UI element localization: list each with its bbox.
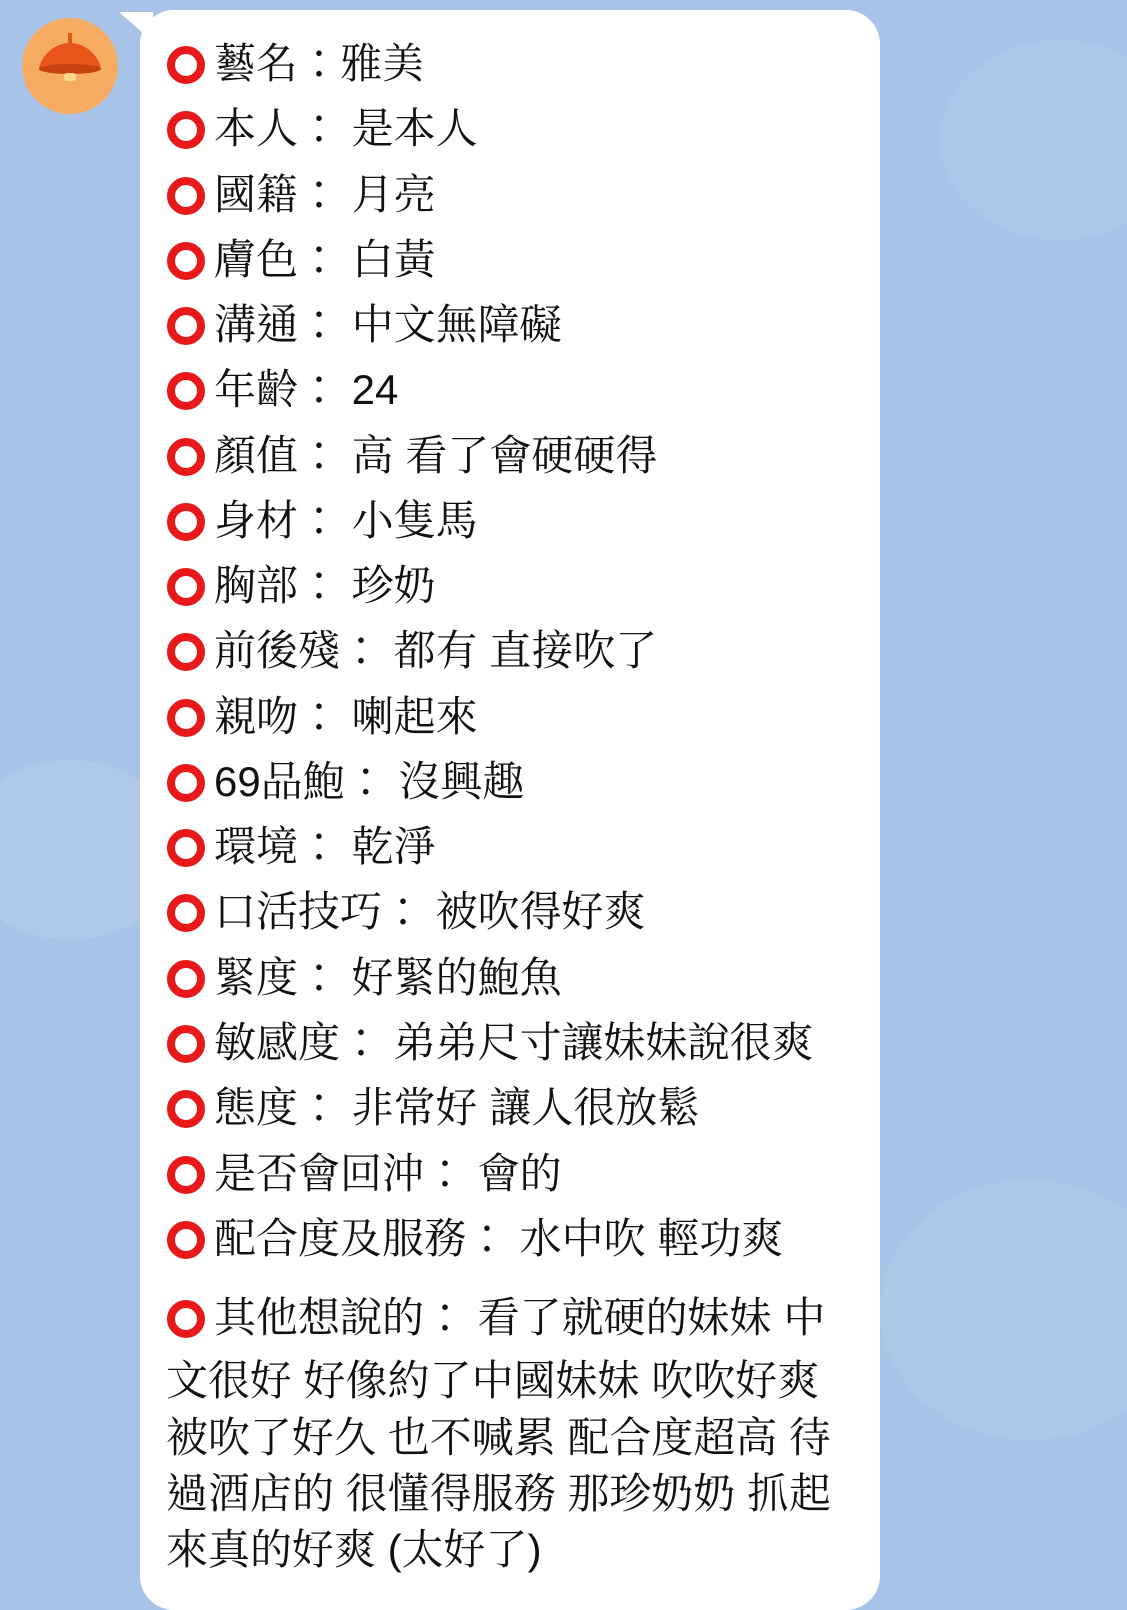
list-item-label: 顏值： 高 看了會硬硬得	[214, 431, 658, 479]
list-item-label: 配合度及服務： 水中吹 輕功爽	[214, 1214, 784, 1262]
lamp-icon	[31, 27, 109, 105]
red-circle-bullet-icon	[166, 108, 206, 164]
list-item	[166, 428, 854, 491]
red-circle-bullet-icon	[166, 435, 206, 491]
list-item-label: 前後殘： 都有 直接吹了	[214, 627, 658, 675]
list-item	[166, 754, 854, 817]
red-circle-bullet-icon	[166, 500, 206, 556]
list-item-label: 環境： 乾淨	[214, 823, 436, 871]
list-item-label: 口活技巧： 被吹得好爽	[214, 888, 646, 936]
list-item	[166, 1080, 854, 1143]
list-item	[166, 950, 854, 1013]
red-circle-bullet-icon	[166, 630, 206, 686]
list-item	[166, 558, 854, 621]
red-circle-bullet-icon	[166, 891, 206, 947]
list-item-label: 其他想說的： 看了就硬的妹妹 中文很好 好像約了中國妹妹 吹吹好爽 被吹了好久 也不喊累 配合度超高 待過酒店的 很懂得服務 那珍奶奶 抓起來真的好爽 (太好了)	[166, 1294, 832, 1574]
red-circle-bullet-icon	[166, 43, 206, 99]
list-item-label: 態度： 非常好 讓人很放鬆	[214, 1084, 700, 1132]
list-item-label: 本人： 是本人	[214, 105, 478, 153]
list-item-label: 69品鮑： 沒興趣	[214, 757, 525, 805]
list-item-label: 是否會回沖： 會的	[214, 1149, 562, 1197]
list-item-label: 敏感度： 弟弟尺寸讓妹妹說很爽	[214, 1018, 814, 1066]
list-item-label: 緊度： 好緊的鮑魚	[214, 953, 562, 1001]
red-circle-bullet-icon	[166, 174, 206, 230]
list-item	[166, 101, 854, 164]
list-item	[166, 1146, 854, 1209]
list-item	[166, 493, 854, 556]
red-circle-bullet-icon	[166, 957, 206, 1013]
list-item	[166, 623, 854, 686]
red-circle-bullet-icon	[166, 1218, 206, 1274]
red-circle-bullet-icon	[166, 826, 206, 882]
red-circle-bullet-icon	[166, 1087, 206, 1143]
red-circle-bullet-icon	[166, 1022, 206, 1078]
list-item	[166, 297, 854, 360]
list-item-label: 親吻： 喇起來	[214, 692, 478, 740]
list-item-label: 膚色： 白黃	[214, 235, 436, 283]
list-item-label: 藝名：雅美	[214, 40, 425, 87]
list-item-label: 胸部： 珍奶	[214, 562, 436, 610]
list-item	[166, 689, 854, 752]
background-blotch	[880, 1180, 1127, 1440]
avatar[interactable]	[22, 18, 118, 114]
list-item	[166, 232, 854, 295]
red-circle-bullet-icon	[166, 761, 206, 817]
red-circle-bullet-icon	[166, 304, 206, 360]
red-circle-bullet-icon	[166, 1153, 206, 1209]
red-circle-bullet-icon	[166, 565, 206, 621]
red-circle-bullet-icon	[166, 239, 206, 295]
list-item	[166, 819, 854, 882]
list-item	[166, 1211, 854, 1274]
background-blotch	[940, 40, 1127, 240]
chat-message-bubble	[140, 10, 880, 1610]
list-item	[166, 167, 854, 230]
red-circle-bullet-icon	[166, 696, 206, 752]
list-item-label: 年齡： 24	[214, 366, 399, 414]
list-item	[166, 362, 854, 425]
red-circle-bullet-icon	[166, 369, 206, 425]
red-circle-bullet-icon	[166, 1297, 206, 1353]
list-item	[166, 1015, 854, 1078]
list-item-label: 身材： 小隻馬	[214, 496, 478, 544]
list-item	[166, 884, 854, 947]
list-item	[166, 1290, 854, 1578]
list-item-label: 國籍： 月亮	[214, 170, 436, 218]
list-item	[166, 36, 854, 99]
list-item-label: 溝通： 中文無障礙	[214, 301, 562, 349]
